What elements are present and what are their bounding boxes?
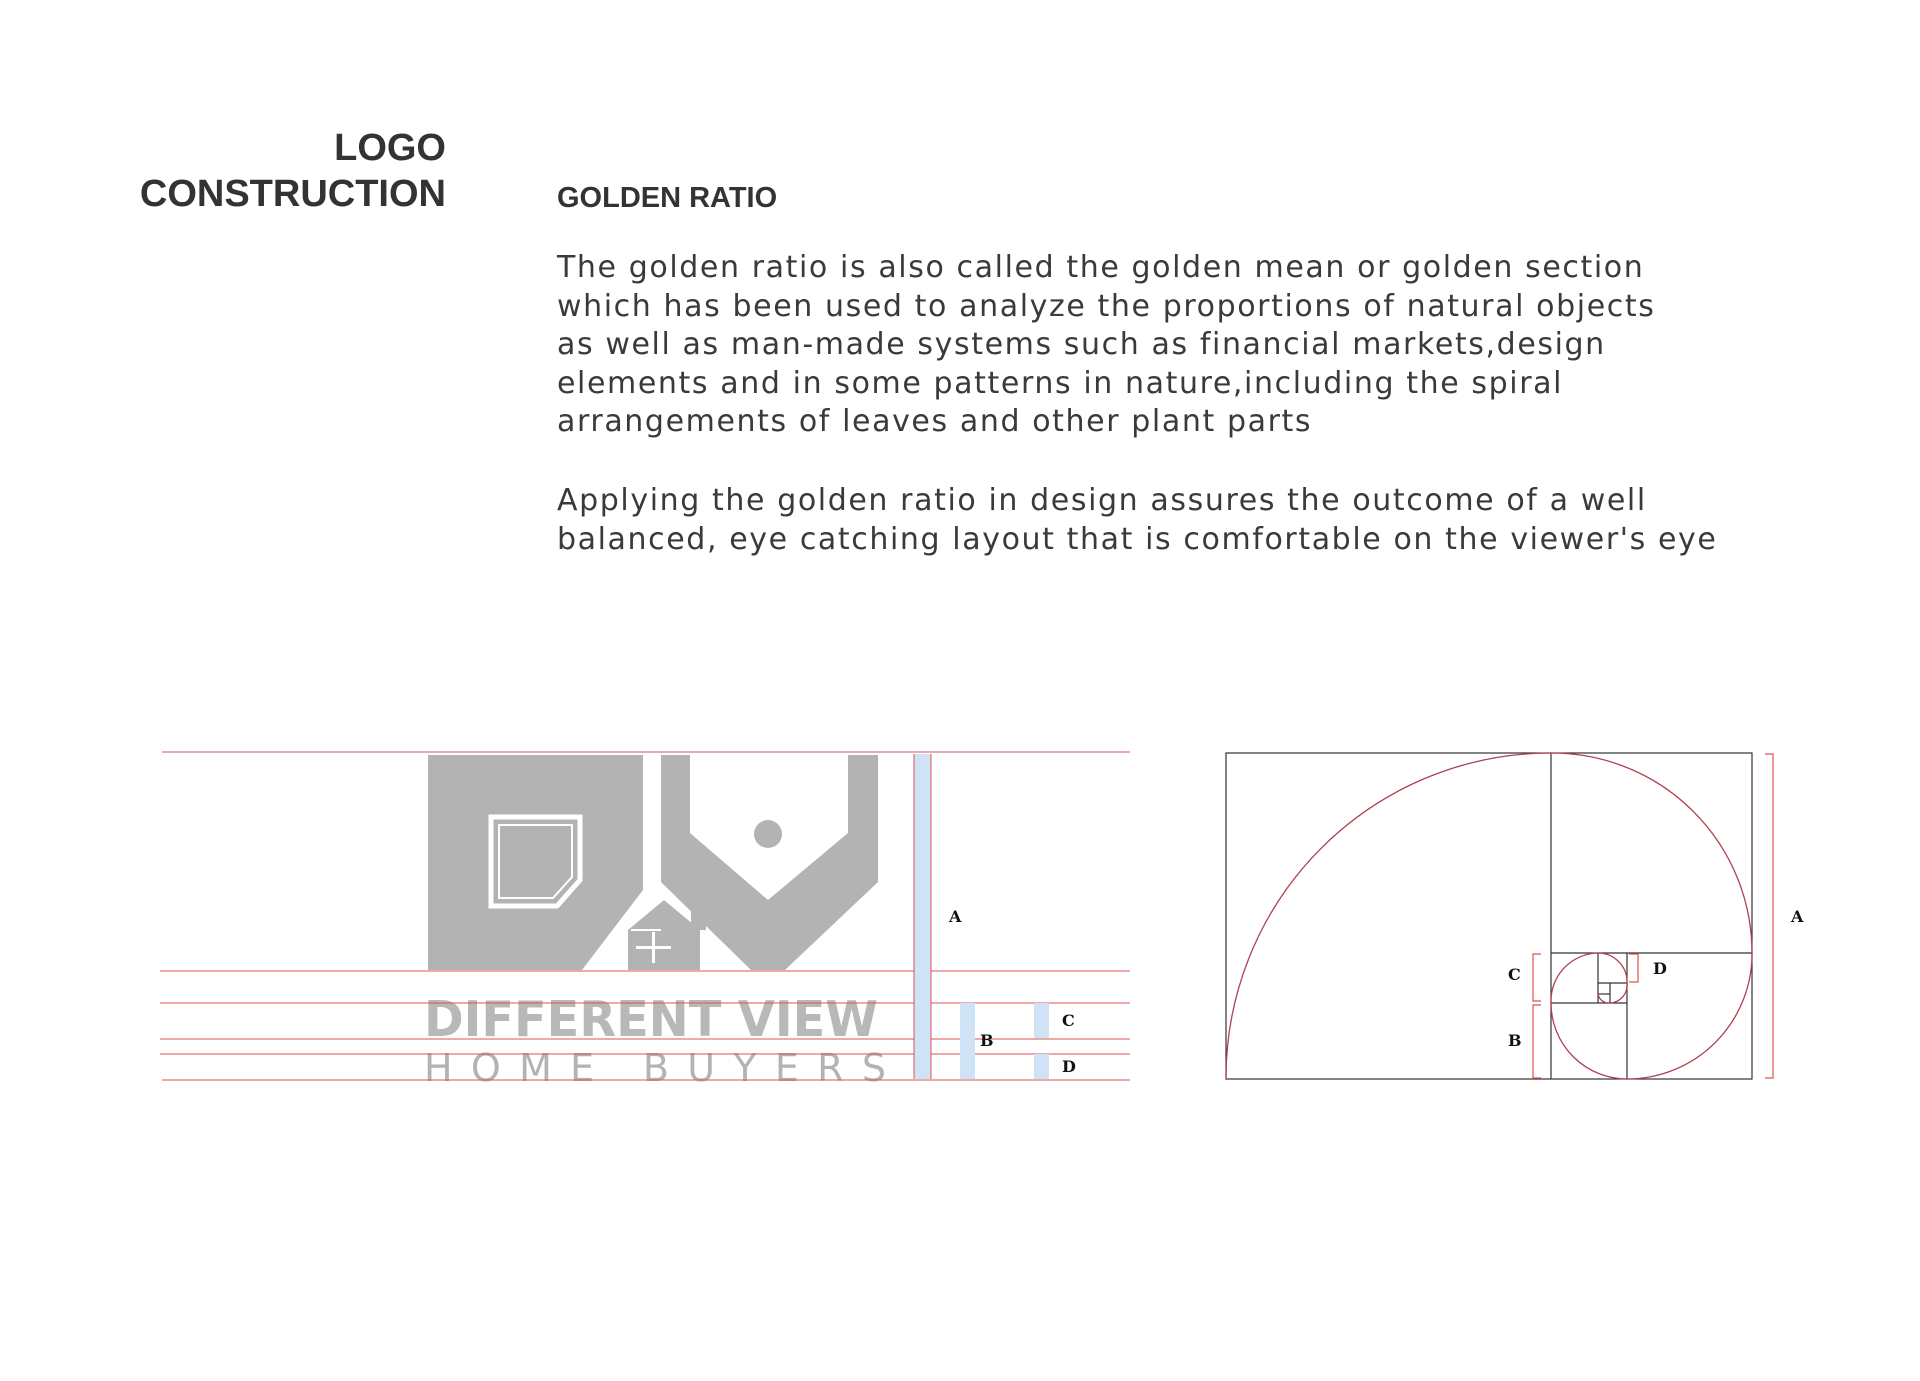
measure-bar-c [1034,1003,1049,1038]
bracket-d [1629,954,1638,982]
bracket-c [1533,954,1541,1001]
logo-label-d: D [1062,1057,1076,1076]
description-paragraph-1: The golden ratio is also called the golden mean or golden section which has been used to analyze the proportions of natural objects as well as man-made systems such as financial markets,design elements and in some patterns in nature,including the spiral arrangements of leaves and other plant parts [557,250,1656,440]
section-title-line2: CONSTRUCTION [139,173,446,215]
spiral-label-d: D [1653,959,1667,978]
logo-wordmark: DIFFERENT VIEW [424,991,878,1048]
section-title-line1: LOGO [334,127,446,169]
logo-label-b: B [980,1031,994,1050]
spiral-brackets [1533,754,1773,1078]
golden-ratio-heading: GOLDEN RATIO [557,182,778,214]
spiral-label-c: C [1508,965,1521,984]
logo-left-block [428,755,643,970]
measure-bar-d [1034,1054,1049,1079]
logo-dot [754,820,782,848]
golden-rectangle-frame [1226,753,1752,1079]
bracket-a [1765,754,1773,1078]
description-paragraph-2: Applying the golden ratio in design assures the outcome of a well balanced, eye catching layout that is comfortable on the viewer's eye [557,483,1718,557]
golden-rectangle-grid [1226,753,1752,1079]
logo-construction-diagram [160,752,1130,1090]
logo-label-c: C [1062,1011,1075,1030]
golden-spiral [1226,753,1752,1079]
spiral-label-b: B [1508,1031,1522,1050]
logo-label-a: A [949,907,962,926]
golden-spiral-diagram [1226,753,1804,1079]
measure-bar-a [914,754,931,1079]
logo-tagline: HOME BUYERS [424,1046,886,1090]
bracket-b [1533,1005,1541,1078]
logo-mark [424,755,886,1090]
spiral-label-a: A [1791,907,1804,926]
measure-bar-b [960,1003,975,1079]
